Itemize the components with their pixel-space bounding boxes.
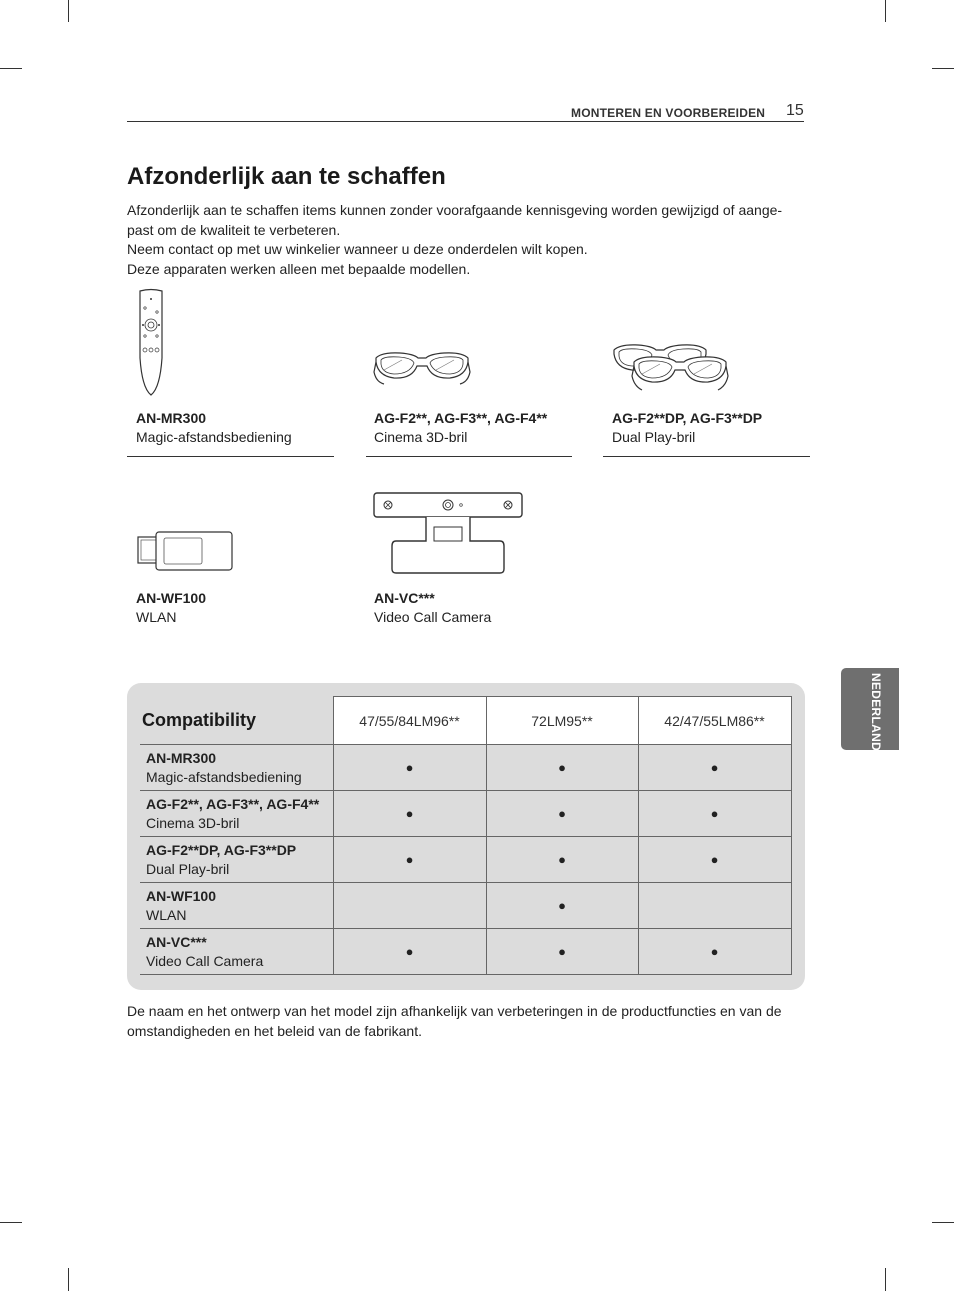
row-description: Dual Play-bril — [146, 860, 230, 877]
crop-mark — [885, 0, 886, 22]
column-header: 47/55/84LM96** — [333, 697, 486, 745]
row-model: AG-F2**, AG-F3**, AG-F4** — [146, 795, 320, 812]
row-description: Magic-afstandsbediening — [146, 768, 302, 785]
table-header-row — [140, 697, 791, 745]
column-header: 72LM95** — [486, 697, 638, 745]
language-tab-label: NEDERLANDS — [869, 673, 883, 760]
item-divider — [127, 456, 334, 457]
language-tab — [841, 668, 899, 760]
compat-mark-cell — [333, 883, 486, 929]
column-header: 42/47/55LM86** — [638, 697, 791, 745]
crop-mark — [885, 1268, 886, 1291]
compat-mark-cell: ● — [638, 745, 791, 791]
accessory-item — [612, 409, 762, 447]
crop-mark — [68, 0, 69, 22]
compat-mark-cell: ● — [638, 791, 791, 837]
accessory-item — [374, 589, 491, 627]
row-description: Video Call Camera — [146, 952, 264, 969]
accessory-cell — [140, 791, 333, 837]
row-model: AN-MR300 — [146, 749, 217, 766]
accessory-item — [374, 409, 547, 447]
header-rule — [127, 121, 804, 122]
magic-remote-icon — [134, 288, 168, 398]
item-divider — [366, 456, 572, 457]
table-row — [140, 745, 791, 791]
crop-mark — [932, 1222, 954, 1223]
3d-glasses-icon — [372, 348, 472, 390]
dual-play-glasses-icon — [610, 340, 732, 392]
row-model: AN-WF100 — [146, 887, 217, 904]
row-model: AN-VC*** — [146, 933, 207, 950]
crop-mark — [0, 68, 22, 69]
accessory-item — [136, 409, 292, 447]
item-description: Cinema 3D-bril — [374, 429, 468, 445]
row-model: AG-F2**DP, AG-F3**DP — [146, 841, 297, 858]
intro-line: Afzonderlijk aan te schaffen items kunnen zonder voorafgaande kennisgeving worden gewijzigd of aange- — [127, 202, 783, 218]
crop-mark — [932, 68, 954, 69]
item-divider — [603, 456, 810, 457]
compat-mark-cell: ● — [486, 837, 638, 883]
item-description: Magic-afstandsbediening — [136, 429, 292, 445]
crop-mark — [68, 1268, 69, 1291]
item-model: AG-F2**DP, AG-F3**DP — [612, 410, 763, 426]
row-description: WLAN — [146, 906, 187, 923]
accessory-cell — [140, 745, 333, 791]
intro-line: Deze apparaten werken alleen met bepaalde modellen. — [127, 260, 471, 277]
compat-mark-cell: ● — [486, 883, 638, 929]
intro-line: Neem contact op met uw winkelier wanneer u deze onderdelen wilt kopen. — [127, 241, 588, 257]
compat-mark-cell — [638, 883, 791, 929]
compat-mark-cell: ● — [486, 745, 638, 791]
compat-mark-cell: ● — [333, 929, 486, 975]
item-model: AN-VC*** — [374, 590, 435, 606]
compat-mark-cell: ● — [486, 791, 638, 837]
table-row — [140, 883, 791, 929]
item-model: AN-MR300 — [136, 410, 207, 426]
item-model: AG-F2**, AG-F3**, AG-F4** — [374, 410, 548, 426]
compatibility-title: Compatibility — [140, 697, 333, 745]
page-title: Afzonderlijk aan te schaffen — [127, 163, 446, 190]
table-row — [140, 791, 791, 837]
footnote: De naam en het ontwerp van het model zijn afhankelijk van verbeteringen in de productfuncties en van de omstandigheden en het beleid van de fabrikant. — [127, 1003, 782, 1039]
row-description: Cinema 3D-bril — [146, 814, 240, 831]
compat-mark-cell: ● — [638, 929, 791, 975]
compat-mark-cell: ● — [638, 837, 791, 883]
wlan-dongle-icon — [136, 530, 234, 572]
accessory-item — [136, 589, 206, 627]
intro-text — [127, 201, 807, 279]
accessory-cell — [140, 837, 333, 883]
accessory-cell — [140, 929, 333, 975]
item-description: Video Call Camera — [374, 609, 492, 625]
compatibility-table — [140, 696, 792, 975]
table-row — [140, 929, 791, 975]
table-row — [140, 837, 791, 883]
compat-mark-cell: ● — [333, 791, 486, 837]
item-description: Dual Play-bril — [612, 429, 696, 445]
item-description: WLAN — [136, 609, 177, 625]
accessory-cell — [140, 883, 333, 929]
video-camera-icon — [372, 491, 526, 575]
compat-mark-cell: ● — [333, 745, 486, 791]
compat-mark-cell: ● — [486, 929, 638, 975]
item-model: AN-WF100 — [136, 590, 207, 606]
compat-mark-cell: ● — [333, 837, 486, 883]
crop-mark — [0, 1222, 22, 1223]
section-title: MONTEREN EN VOORBEREIDEN — [571, 106, 766, 120]
page-number: 15 — [786, 102, 804, 119]
intro-line: past om de kwaliteit te verbeteren. — [127, 221, 341, 238]
